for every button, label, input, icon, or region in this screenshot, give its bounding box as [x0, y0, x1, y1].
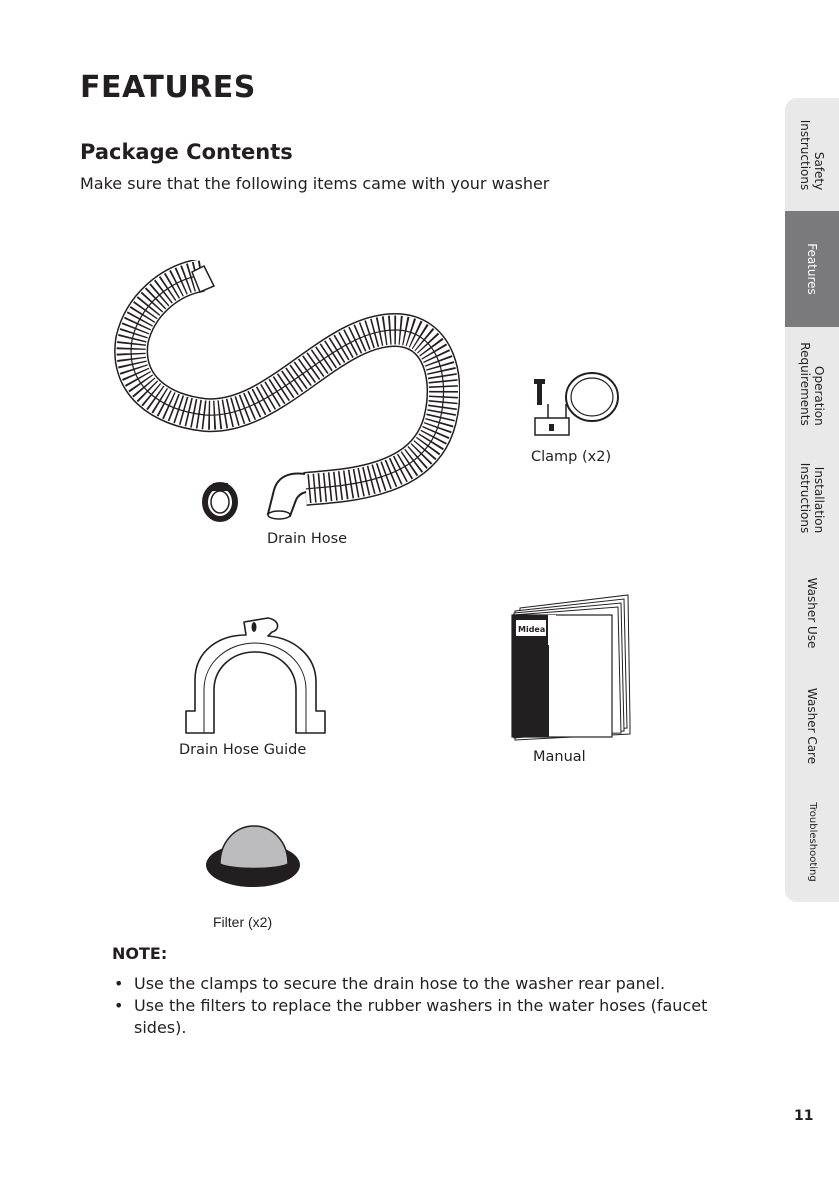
note-title: NOTE:: [112, 944, 168, 963]
manual-label: Manual: [533, 749, 586, 765]
tab-troubleshooting[interactable]: Troubleshooting: [785, 782, 839, 903]
note-bullet: • Use the clamps to secure the drain hose to the washer rear panel.: [112, 973, 752, 995]
drain-hose-label: Drain Hose: [267, 531, 348, 547]
section-title: Package Contents: [80, 140, 293, 164]
drain-hose-guide-illustration: [180, 610, 330, 740]
filter-illustration: [200, 820, 305, 890]
manual-illustration: [505, 590, 635, 742]
tab-washer-care[interactable]: Washer Care: [785, 669, 839, 783]
tab-washer-use[interactable]: Washer Use: [785, 556, 839, 670]
tab-features[interactable]: Features: [785, 211, 839, 328]
page-number: 11: [794, 1108, 814, 1124]
note-list: [112, 973, 752, 1039]
tab-safety-instructions[interactable]: Safety Instructions: [785, 98, 839, 212]
drain-hose-illustration: [110, 260, 460, 530]
page-title: FEATURES: [80, 70, 256, 105]
intro-text: Make sure that the following items came with your washer: [80, 174, 550, 193]
clamp-illustration: [520, 370, 630, 442]
manual-brand-text: Midea: [518, 625, 546, 634]
tab-operation-requirements[interactable]: Operation Requirements: [785, 327, 839, 441]
filter-label: Filter (x2): [213, 914, 273, 930]
drain-hose-guide-label: Drain Hose Guide: [179, 742, 307, 758]
tab-installation-instructions[interactable]: Installation Instructions: [785, 440, 839, 557]
note-bullet: • Use the filters to replace the rubber washers in the water hoses (faucet sides).: [112, 995, 752, 1039]
clamp-label: Clamp (x2): [531, 449, 612, 465]
